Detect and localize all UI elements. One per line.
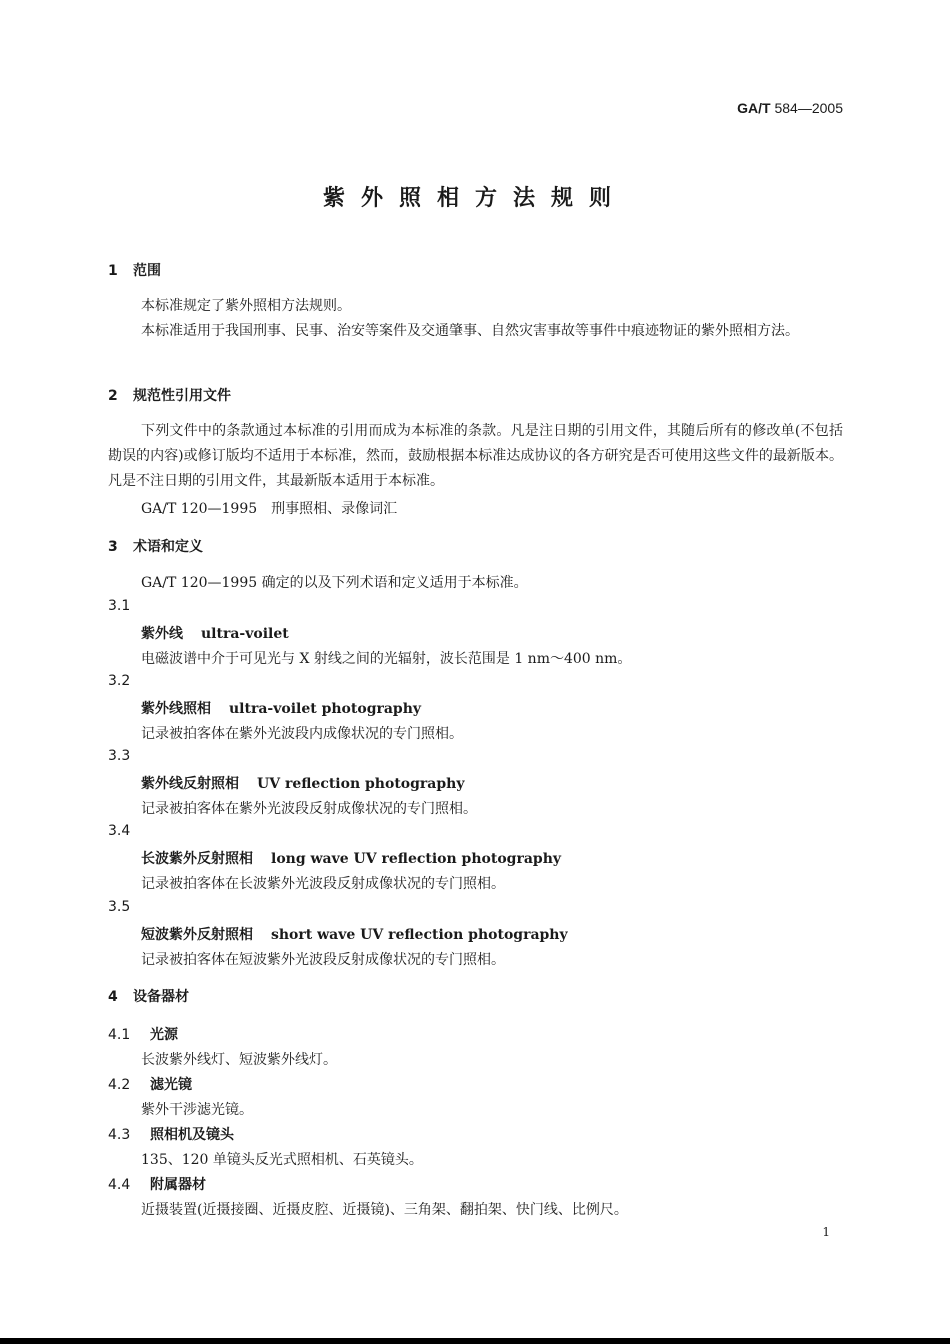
subsection-text: 近摄装置(近摄接圈、近摄皮腔、近摄镜)、三角架、翻拍架、快门线、比例尺。 (141, 1202, 628, 1218)
term-title: 长波紫外反射照相 long wave UV reflection photography (141, 851, 562, 867)
standard-number: GA/T 584—2005 (737, 100, 843, 116)
term-number: 3.5 (108, 899, 131, 915)
term-definition: 记录被拍客体在长波紫外光波段反射成像状况的专门照相。 (141, 876, 505, 892)
subsection-heading: 4.4 附属器材 (108, 1177, 206, 1193)
bottom-border (0, 1338, 950, 1344)
term-title: 紫外线照相 ultra-voilet photography (141, 701, 422, 717)
term-number: 3.3 (108, 748, 131, 764)
term-title: 短波紫外反射照相 short wave UV reflection photography (141, 927, 568, 943)
subsection-heading: 4.2 滤光镜 (108, 1077, 192, 1093)
terms-intro: GA/T 120—1995 确定的以及下列术语和定义适用于本标准。 (141, 575, 528, 591)
term-definition: 电磁波谱中介于可见光与 X 射线之间的光辐射，波长范围是 1 nm～400 nm。 (141, 651, 632, 667)
subsection-heading: 4.3 照相机及镜头 (108, 1127, 234, 1143)
term-title: 紫外线反射照相 UV reflection photography (141, 776, 465, 792)
subsection-text: 135、120 单镜头反光式照相机、石英镜头。 (141, 1152, 423, 1168)
section-3-heading: 3 术语和定义 (108, 539, 203, 555)
term-definition: 记录被拍客体在紫外光波段反射成像状况的专门照相。 (141, 801, 477, 817)
paragraph: 本标准适用于我国刑事、民事、治安等案件及交通肇事、自然灾害事故等事件中痕迹物证的紫外照相方法。 (141, 323, 799, 339)
normative-reference: GA/T 120—1995 刑事照相、录像词汇 (141, 501, 398, 517)
section-4-heading: 4 设备器材 (108, 989, 189, 1005)
term-number: 3.1 (108, 598, 131, 614)
term-title: 紫外线 ultra-voilet (141, 626, 289, 642)
term-number: 3.4 (108, 823, 131, 839)
page-number: 1 (822, 1225, 830, 1239)
section-1-heading: 1 范围 (108, 263, 161, 279)
document-title: 紫外照相方法规则 (322, 186, 627, 211)
term-definition: 记录被拍客体在紫外光波段内成像状况的专门照相。 (141, 726, 463, 742)
subsection-text: 紫外干涉滤光镜。 (141, 1102, 253, 1118)
subsection-text: 长波紫外线灯、短波紫外线灯。 (141, 1052, 337, 1068)
paragraph: 下列文件中的条款通过本标准的引用而成为本标准的条款。凡是注日期的引用文件，其随后所有的修改单(不包括勘误的内容)或修订版均不适用于本标准，然而，鼓励根据本标准达成协议的各方研究是否可使用这些文件的最新版本。凡是不注日期的引用文件，其最新版本适用于本标准。 (108, 423, 843, 489)
paragraph: 本标准规定了紫外照相方法规则。 (141, 298, 351, 314)
term-definition: 记录被拍客体在短波紫外光波段反射成像状况的专门照相。 (141, 952, 505, 968)
section-2-heading: 2 规范性引用文件 (108, 388, 231, 404)
term-number: 3.2 (108, 673, 131, 689)
subsection-heading: 4.1 光源 (108, 1027, 178, 1043)
